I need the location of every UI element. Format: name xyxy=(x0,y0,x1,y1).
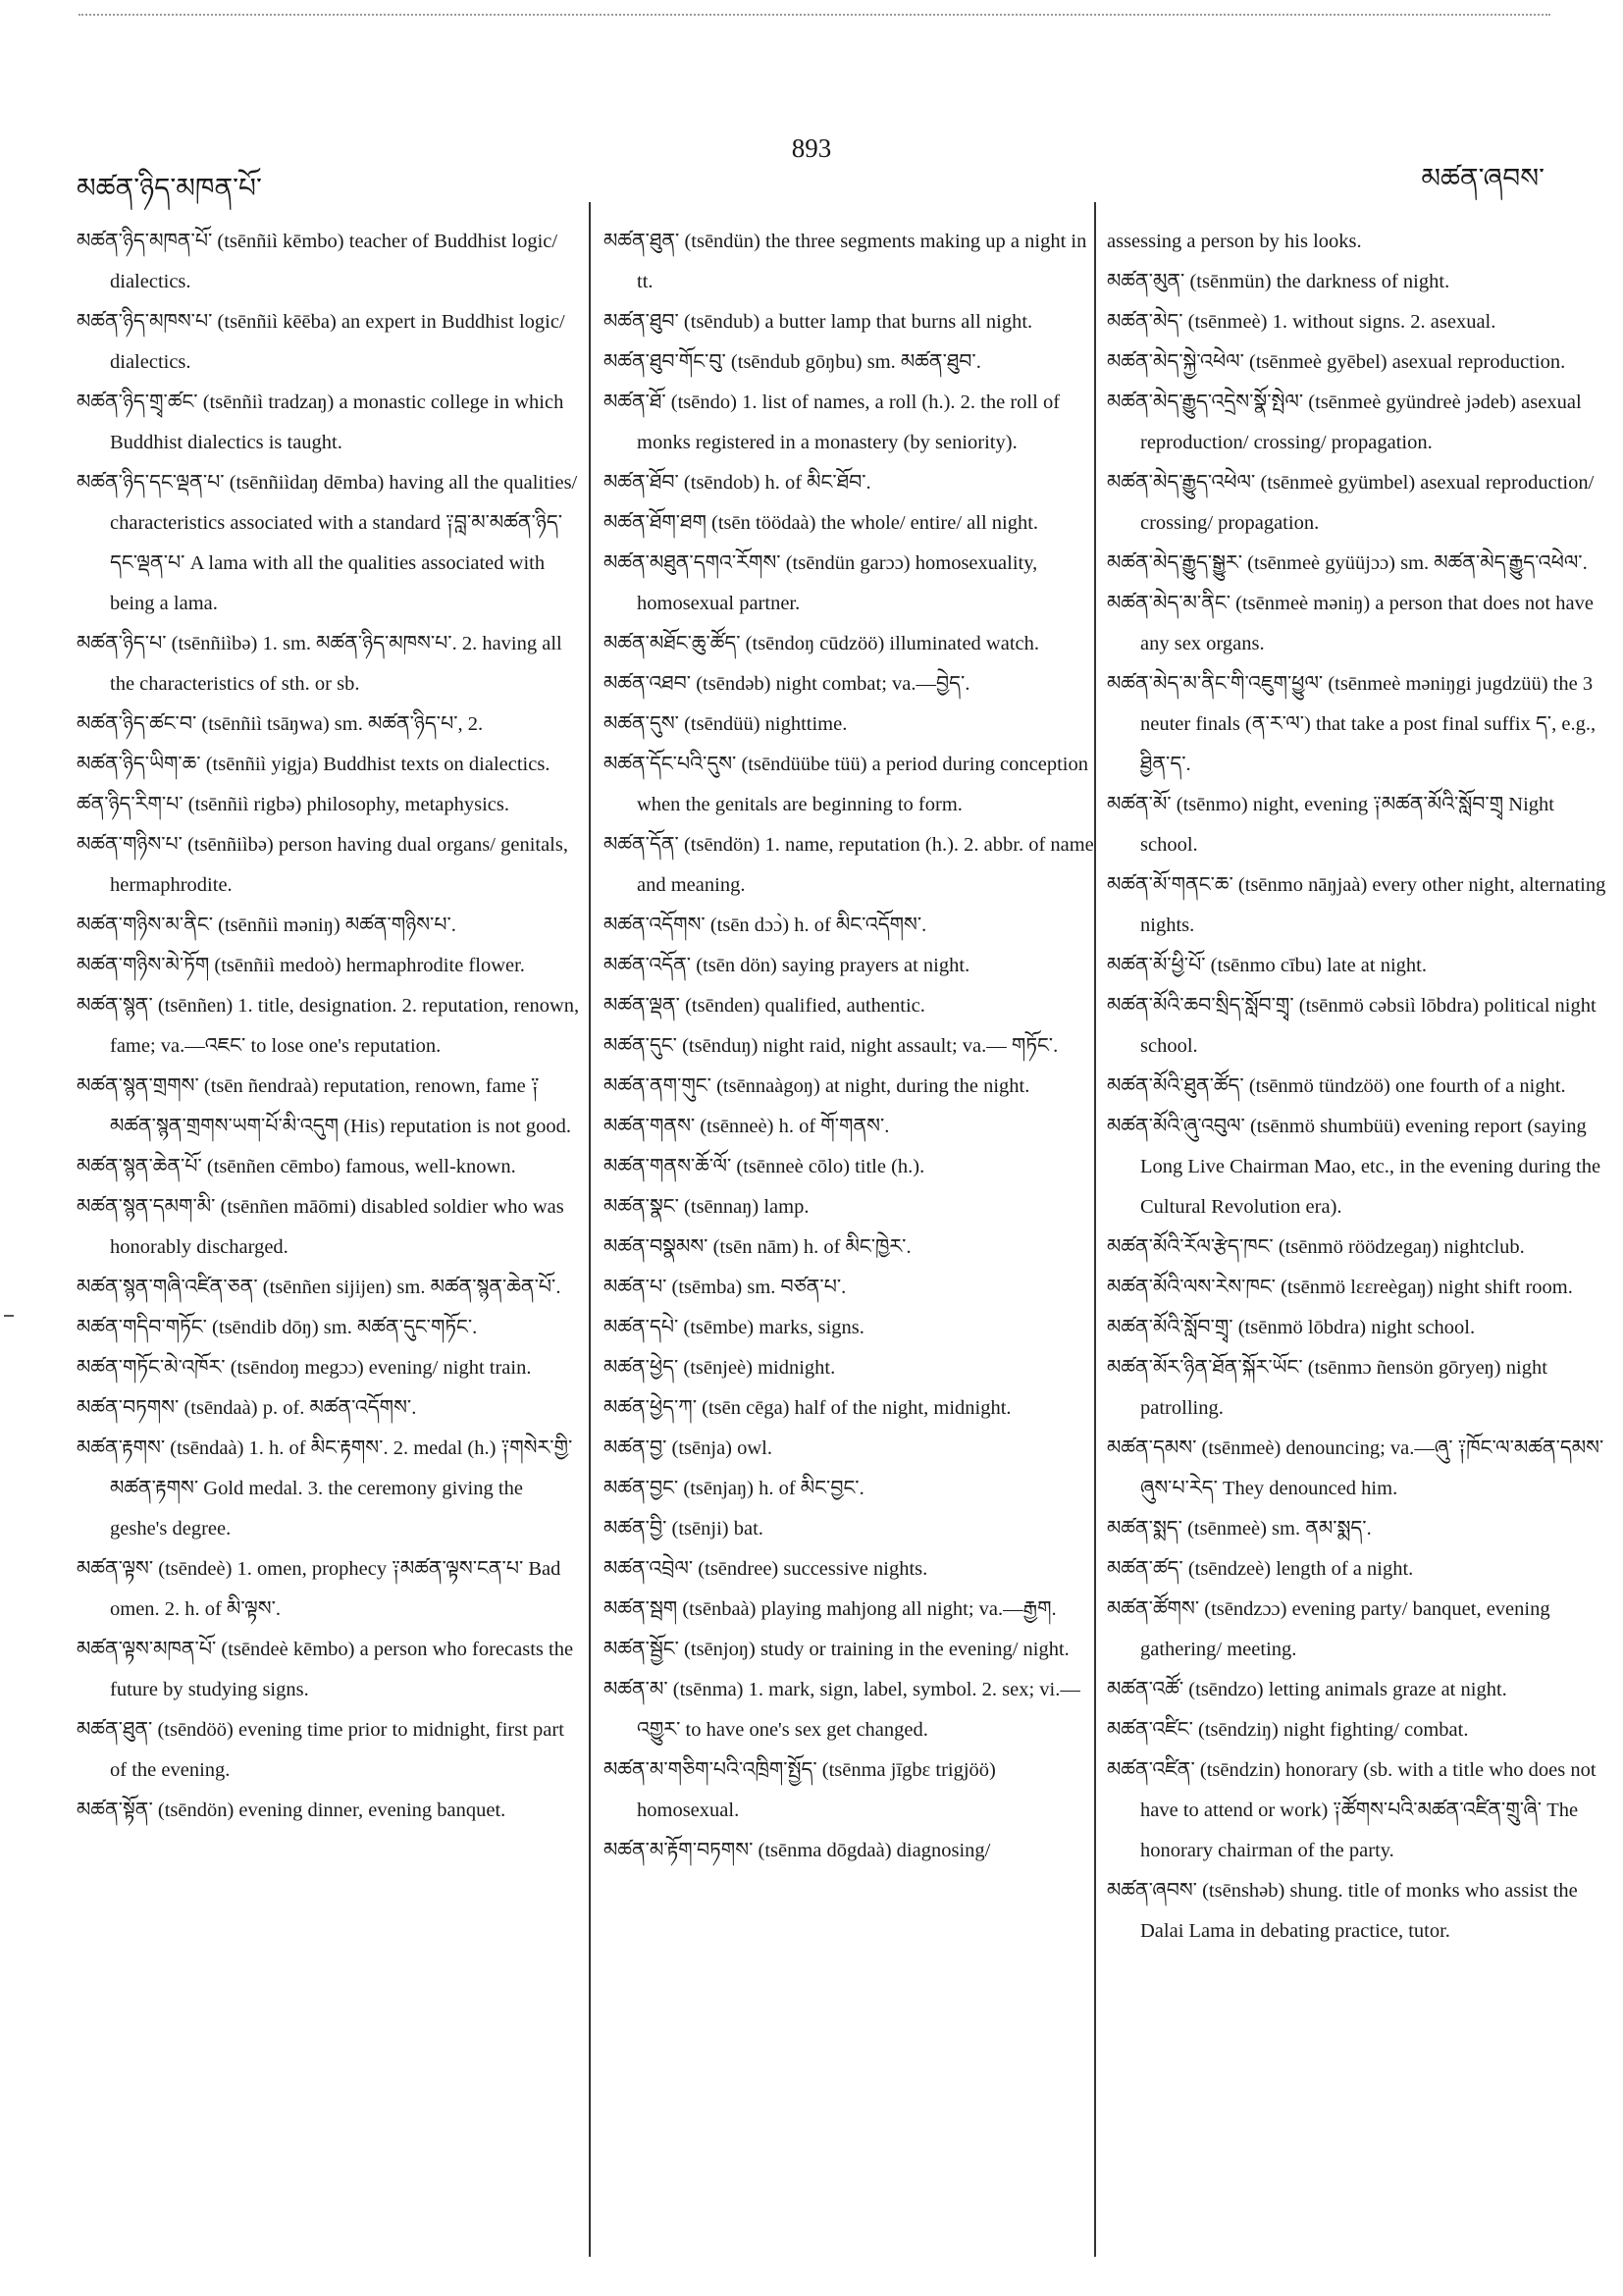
dictionary-entry: མཚན་གཉིས་མེ་ཏོག (tsēnñiì medoò) hermaphrodite flower. xyxy=(77,955,525,976)
dictionary-entry: མཚན་ཐུབ་གོང་བུ་ (tsēndub gōŋbu) sm. མཚན་ཐུབ་. xyxy=(603,351,981,373)
dictionary-entry: མཚན་སྙན་དམག་མི་ (tsēnñen māōmi) disabled soldier who was honorably discharged. xyxy=(77,1196,564,1258)
dictionary-entry: མཚན་བཏགས་ (tsēndaà) p. of. མཚན་འདོགས་. xyxy=(77,1397,417,1419)
dictionary-entry: མཚན་ཉིད་པ་ (tsēnñiìbə) 1. sm. མཚན་ཉིད་མཁས་པ་. 2. having all the characteristics of sth. or sb. xyxy=(77,633,562,695)
dictionary-entry: མཚན་མཐུན་དགའ་རོགས་ (tsēndün garɔɔ) homosexuality, homosexual partner. xyxy=(603,552,1038,614)
dictionary-column-2 xyxy=(603,222,1094,1871)
dictionary-entry: མཚན་དུས་ (tsēndüü) nighttime. xyxy=(603,713,848,735)
dictionary-entry: མཚན་མ་ (tsēnma) 1. mark, sign, label, symbol. 2. sex; vi.—འགྱུར་ to have one's sex get changed. xyxy=(603,1679,1080,1741)
dictionary-entry: མཚན་ཐོབ་ (tsēndob) h. of མིང་ཐོབ་. xyxy=(603,472,871,494)
dictionary-entry: མཚན་འཚོ་ (tsēndzo) letting animals graze at night. xyxy=(1107,1679,1507,1700)
dictionary-entry: མཚན་དོང་པའི་དུས་ (tsēndüübe tüü) a period during conception when the genitals are beginning to form. xyxy=(603,754,1088,815)
dictionary-entry: མཚན་མོའི་ཞུ་འབུལ་ (tsēnmö shumbüü) evening report (saying Long Live Chairman Mao, etc., in the evening during the Cultural Revolution era). xyxy=(1107,1116,1601,1218)
dictionary-entry: མཚན་མོའི་ཐུན་ཚོད་ (tsēnmö tündzöö) one fourth of a night. xyxy=(1107,1075,1566,1097)
dictionary-entry: མཚན་སྙན་གཞི་འཛིན་ཅན་ (tsēnñen sijijen) sm. མཚན་སྙན་ཆེན་པོ་. xyxy=(77,1277,561,1298)
dictionary-entry: མཚན་ལྟས་མཁན་པོ་ (tsēndeè kēmbo) a person who forecasts the future by studying signs. xyxy=(77,1639,574,1700)
dictionary-entry: མཚན་ཉིད་དང་ལྡན་པ་ (tsēnñiìdaŋ dēmba) having all the qualities/ characteristics associated with a standard ༑བླ་མ་མཚན་ཉིད་དང་ལྡན་པ་ A lama with all the qualities associated with being a lama. xyxy=(77,472,578,614)
dictionary-entry: མཚན་བྱ་ (tsēnja) owl. xyxy=(603,1437,773,1459)
dictionary-entry: མཚན་ཐོ་ (tsēndo) 1. list of names, a roll (h.). 2. the roll of monks registered in a monastery (by seniority). xyxy=(603,391,1061,453)
dictionary-entry: མཚན་ཉིད་མཁན་པོ་ (tsēnñiì kēmbo) teacher of Buddhist logic/ dialectics. xyxy=(77,231,558,292)
dictionary-entry: མཚན་ཚོགས་ (tsēndzɔɔ) evening party/ banquet, evening gathering/ meeting. xyxy=(1107,1598,1550,1660)
dictionary-entry: མཚན་མོ་ཕྱི་པོ་ (tsēnmo cību) late at night. xyxy=(1107,955,1427,976)
dictionary-entry: མཚན་མོའི་ཆབ་སྲིད་སློབ་གྲྭ་ (tsēnmö cəbsiì lōbdra) political night school. xyxy=(1107,995,1597,1057)
dictionary-entry: མཚན་སྣང་ (tsēnnaŋ) lamp. xyxy=(603,1196,810,1218)
dictionary-entry: མཚན་མུན་ (tsēnmün) the darkness of night. xyxy=(1107,271,1450,292)
dictionary-entry: མཚན་གཉིས་མ་ནིང་ (tsēnñiì məniŋ) མཚན་གཉིས་པ་. xyxy=(77,914,456,936)
dictionary-entry: མཚན་འཛིན་ (tsēndzin) honorary (sb. with a title who does not have to attend or work) ༑ཚོགས་པའི་མཚན་འཛིན་གྲུ་ཞི་ The honorary chairman of the party. xyxy=(1107,1759,1597,1861)
dictionary-entry: མཚན་ཕྱེད་ (tsēnjeè) midnight. xyxy=(603,1357,836,1379)
dictionary-entry: མཚན་མེད་རྒྱུད་སྒྱུར་ (tsēnmeè gyüüjɔɔ) sm. མཚན་མེད་རྒྱུད་འཕེལ་. xyxy=(1107,552,1588,574)
dictionary-entry: མཚན་མ་གཅིག་པའི་འཁྲིག་སྤྱོད་ (tsēnma jīgbɛ trigjöö) homosexual. xyxy=(603,1759,996,1821)
dictionary-entry: མཚན་མོའི་རོལ་རྩེད་ཁང་ (tsēnmö röödzegaŋ) nightclub. xyxy=(1107,1236,1525,1258)
dictionary-entry: མཚན་མོར་ཉིན་ཐོན་སྐོར་ཡོང་ (tsēnmɔ ñensön gōryeŋ) night patrolling. xyxy=(1107,1357,1547,1419)
dictionary-entry: མཚན་མཐོང་ཆུ་ཚོད་ (tsēndoŋ cūdzöö) illuminated watch. xyxy=(603,633,1040,654)
dictionary-entry: མཚན་ཐུན་ (tsēndün) the three segments making up a night in tt. xyxy=(603,231,1087,292)
dictionary-entry: མཚན་སྙན་གྲགས་ (tsēn ñendraà) reputation, renown, fame ༑མཚན་སྙན་གྲགས་ཡག་པོ་མི་འདུག (His) reputation is not good. xyxy=(77,1075,571,1137)
dictionary-entry: མཚན་ལྡན་ (tsēnden) qualified, authentic. xyxy=(603,995,925,1017)
dictionary-entry: མཚན་ཕྱེད་ཀ་ (tsēn cēga) half of the night, midnight. xyxy=(603,1397,1012,1419)
dictionary-entry: མཚན་ནག་གུང་ (tsēnnaàgoŋ) at night, during the night. xyxy=(603,1075,1030,1097)
dictionary-entry: མཚན་མེད་མ་ནིང་གི་འཇུག་ཕྱུལ་ (tsēnmeè məniŋgi jugdzüü) the 3 neuter finals (ན་ར་ལ་) that take a post final suffix ད་, e.g., ཐྱིན་ད་. xyxy=(1107,673,1597,775)
dictionary-entry: མཚན་ཉིད་ཚང་བ་ (tsēnñiì tsāŋwa) sm. མཚན་ཉིད་པ་, 2. xyxy=(77,713,484,735)
dictionary-entry: མཚན་སྦྱོང་ (tsēnjoŋ) study or training in the evening/ night. xyxy=(603,1639,1070,1660)
dictionary-entry: ཚན་ཉིད་རིག་པ་ (tsēnñiì rigbə) philosophy, metaphysics. xyxy=(77,794,509,815)
dictionary-entry: མཚན་སྙན་ (tsēnñen) 1. title, designation. 2. reputation, renown, fame; va.—འཇང་ to lose one's reputation. xyxy=(77,995,580,1057)
dictionary-entry: མཚན་འདོན་ (tsēn dön) saying prayers at night. xyxy=(603,955,970,976)
dictionary-entry: མཚན་ལྟས་ (tsēndeè) 1. omen, prophecy ༑མཚན་ལྟས་ངན་པ་ Bad omen. 2. h. of མི་ལྟས་. xyxy=(77,1558,561,1620)
dictionary-entry: མཚན་མེད་ (tsēnmeè) 1. without signs. 2. asexual. xyxy=(1107,311,1496,333)
dictionary-entry: མཚན་སྦག (tsēnbaà) playing mahjong all night; va.—རྒྱག. xyxy=(603,1598,1057,1620)
dictionary-entry: མཚན་ཞབས་ (tsēnshəb) shung. title of monks who assist the Dalai Lama in debating practice, tutor. xyxy=(1107,1880,1578,1942)
dictionary-column-3 xyxy=(1107,222,1613,1952)
dictionary-entry: མཚན་དམས་ (tsēnmeè) denouncing; va.—ཞུ་ ༑ཁོང་ལ་མཚན་དམས་ཞུས་པ་རེད་ They denounced him. xyxy=(1107,1437,1604,1499)
dictionary-entry: མཚན་རྟགས་ (tsēndaà) 1. h. of མིང་རྟགས་. 2. medal (h.) ༑གསེར་གྱི་མཚན་རྟགས་ Gold medal. 3. the ceremony giving the geshe's degree. xyxy=(77,1437,573,1539)
dictionary-entry: མཚན་གདིབ་གཏོང་ (tsēndib dōŋ) sm. མཚན་དུང་གཏོང་. xyxy=(77,1317,478,1338)
dictionary-entry: མཚན་མེད་མ་ནིང་ (tsēnmeè məniŋ) a person that does not have any sex organs. xyxy=(1107,593,1594,654)
dictionary-entry: མཚན་གཉིས་པ་ (tsēnñiìbə) person having dual organs/ genitals, hermaphrodite. xyxy=(77,834,568,896)
dictionary-entry: མཚན་ཐུབ་ (tsēndub) a butter lamp that burns all night. xyxy=(603,311,1033,333)
dictionary-entry: མཚན་མོ་གནང་ཆ་ (tsēnmo nāŋjaà) every other night, alternating nights. xyxy=(1107,874,1606,936)
dictionary-entry: མཚན་མ་རྟོག་བཏགས་ (tsēnma dōgdaà) diagnosing/ xyxy=(603,1840,991,1861)
dictionary-entry: མཚན་མེད་སྐྱེ་འཕེལ་ (tsēnmeè gyēbel) asexual reproduction. xyxy=(1107,351,1566,373)
dictionary-entry: མཚན་ཐུན་ (tsēndöö) evening time prior to midnight, first part of the evening. xyxy=(77,1719,564,1781)
dictionary-entry: མཚན་སྟོན་ (tsēndön) evening dinner, evening banquet. xyxy=(77,1800,506,1821)
dictionary-entry: མཚན་ཚད་ (tsēndzeè) length of a night. xyxy=(1107,1558,1414,1580)
dictionary-entry: མཚན་དོན་ (tsēndön) 1. name, reputation (h.). 2. abbr. of name and meaning. xyxy=(603,834,1094,896)
dictionary-entry: མཚན་མོ་ (tsēnmo) night, evening ༑མཚན་མོའི་སློབ་གྲྭ Night school. xyxy=(1107,794,1554,856)
dictionary-entry: མཚན་བྱང་ (tsēnjaŋ) h. of མིང་བྱང་. xyxy=(603,1478,864,1499)
dictionary-entry: མཚན་ཐོག་ཐག (tsēn töödaà) the whole/ entire/ all night. xyxy=(603,512,1039,534)
running-head-right: མཚན་ཞབས་ xyxy=(1421,164,1544,194)
dictionary-entry: མཚན་མོའི་སློབ་གྲྭ་ (tsēnmö lōbdra) night school. xyxy=(1107,1317,1476,1338)
dictionary-entry: མཚན་འབྲེལ་ (tsēndree) successive nights. xyxy=(603,1558,928,1580)
dictionary-entry: མཚན་གནས་ཆོ་ལོ་ (tsēnneè cōlo) title (h.). xyxy=(603,1156,925,1177)
dictionary-entry: མཚན་གནས་ (tsēnneè) h. of གོ་གནས་. xyxy=(603,1116,890,1137)
dictionary-entry: མཚན་ཉིད་ཡིག་ཆ་ (tsēnñiì yigja) Buddhist texts on dialectics. xyxy=(77,754,550,775)
dictionary-entry: མཚན་འདོགས་ (tsēn dɔɔ̀) h. of མིང་འདོགས་. xyxy=(603,914,927,936)
dictionary-entry: མཚན་འཛིང་ (tsēndziŋ) night fighting/ combat. xyxy=(1107,1719,1469,1741)
dictionary-entry: མཚན་བྱི་ (tsēnji) bat. xyxy=(603,1518,763,1539)
dictionary-entry: མཚན་ཉིད་གྲྭ་ཚང་ (tsēnñiì tradzaŋ) a monastic college in which Buddhist dialectics is taught. xyxy=(77,391,564,453)
dictionary-entry: མཚན་ཉིད་མཁས་པ་ (tsēnñiì kēēba) an expert in Buddhist logic/ dialectics. xyxy=(77,311,565,373)
dictionary-column-1 xyxy=(77,222,582,1831)
dictionary-entry: མཚན་གཏོང་མེ་འཁོར་ (tsēndoŋ megɔɔ) evening/ night train. xyxy=(77,1357,532,1379)
column-divider xyxy=(1094,202,1096,2257)
dictionary-entry: མཚན་དུང་ (tsēnduŋ) night raid, night assault; va.— གཏོང་. xyxy=(603,1035,1059,1057)
dictionary-entry: མཚན་མོའི་ལས་རེས་ཁང་ (tsēnmö lɛɛreègaŋ) night shift room. xyxy=(1107,1277,1573,1298)
dictionary-entry: མཚན་མེད་རྒྱུད་འདྲེས་སྣོ་སྤེལ་ (tsēnmeè gyündreè jədeb) asexual reproduction/ crossing/ propagation. xyxy=(1107,391,1582,453)
dictionary-entry: མཚན་པ་ (tsēmba) sm. བཙན་པ་. xyxy=(603,1277,847,1298)
dictionary-entry: མཚན་མེད་རྒྱུད་འཕེལ་ (tsēnmeè gyümbel) asexual reproduction/ crossing/ propagation. xyxy=(1107,472,1595,534)
column-divider xyxy=(589,202,591,2257)
dictionary-entry: assessing a person by his looks. xyxy=(1107,231,1362,252)
scan-edge-mark xyxy=(4,1315,14,1317)
dictionary-entry: མཚན་འཐབ་ (tsēndəb) night combat; va.—བྱེད་. xyxy=(603,673,970,695)
dictionary-entry: མཚན་བསྣམས་ (tsēn nām) h. of མིང་ཁྱེར་. xyxy=(603,1236,912,1258)
dictionary-entry: མཚན་སྨད་ (tsēnmeè) sm. ནམ་སྨད་. xyxy=(1107,1518,1372,1539)
page-number: 893 xyxy=(791,133,832,163)
dictionary-entry: མཚན་སྙན་ཆེན་པོ་ (tsēnñen cēmbo) famous, well-known. xyxy=(77,1156,516,1177)
scan-top-border xyxy=(79,14,1550,16)
dictionary-entry: མཚན་དཔེ་ (tsēmbe) marks, signs. xyxy=(603,1317,864,1338)
running-head-left: མཚན་ཉིད་མཁན་པོ་ xyxy=(77,174,262,204)
